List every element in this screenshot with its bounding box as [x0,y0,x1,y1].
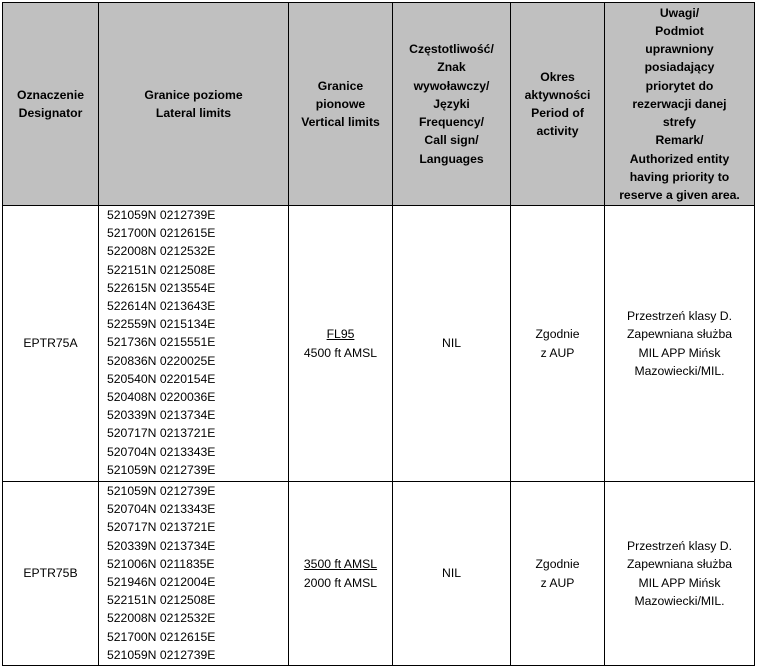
lower-limit: 4500 ft AMSL [303,345,378,360]
coordinate: 520704N 0213343E [107,502,216,517]
upper-limit: FL95 [326,327,355,342]
lateral-limits-cell [99,482,289,666]
coordinate: 520704N 0213343E [107,444,216,459]
header-period-of-activity: Okres aktywności Period of activity [511,3,605,206]
coordinate: 521006N 0211835E [107,556,215,571]
table-row [3,482,755,666]
coordinate: 521059N 0212739E [107,647,216,662]
coordinate: 522614N 0213643E [107,299,216,314]
coordinate: 521736N 0215551E [107,335,216,350]
coordinate: 521700N 0212615E [107,226,216,241]
coordinate: 521700N 0212615E [107,629,216,644]
header-remark: Uwagi/ Podmiot uprawniony posiadający priorytet do rezerwacji danej strefy Remark/ Authorized entity having priority to reserve a given area. [605,3,755,206]
coordinate: 520339N 0213734E [107,408,216,423]
upper-limit: 3500 ft AMSL [303,557,378,572]
coordinate: 522008N 0212532E [107,611,216,626]
lateral-limits-cell [99,206,289,482]
coordinate: 522615N 0213554E [107,280,216,295]
coordinate: 522151N 0212508E [107,262,216,277]
header-vertical-limits: Granice pionowe Vertical limits [289,3,393,206]
vertical-limits-cell [289,482,393,666]
coordinate: 520408N 0220036E [107,390,216,405]
remark-cell: Przestrzeń klasy D. Zapewniana służba MIL APP Mińsk Mazowiecki/MIL. [605,482,755,666]
frequency-cell: NIL [393,482,511,666]
activity-cell: Zgodnie z AUP [511,482,605,666]
table-row [3,206,755,482]
lower-limit: 2000 ft AMSL [303,575,378,590]
designator-cell: EPTR75A [3,206,99,482]
vertical-limits-cell [289,206,393,482]
frequency-cell: NIL [393,206,511,482]
coordinate: 521059N 0212739E [107,208,216,222]
table-header-row [3,3,755,206]
coordinate: 522151N 0212508E [107,593,216,608]
header-designator: Oznaczenie Designator [3,3,99,206]
coordinate: 520540N 0220154E [107,371,216,386]
coordinate: 520836N 0220025E [107,353,216,368]
airspace-table [2,2,755,666]
designator-cell: EPTR75B [3,482,99,666]
coordinate: 521946N 0212004E [107,575,216,590]
coordinate: 522008N 0212532E [107,244,216,259]
coordinate: 520339N 0213734E [107,538,216,553]
coordinate: 520717N 0213721E [107,520,216,535]
coordinate: 522559N 0215134E [107,317,216,332]
header-frequency: Częstotliwość/ Znak wywoławczy/ Języki Frequency/ Call sign/ Languages [393,3,511,206]
header-lateral-limits: Granice poziome Lateral limits [99,3,289,206]
activity-cell: Zgodnie z AUP [511,206,605,482]
remark-cell: Przestrzeń klasy D. Zapewniana służba MIL APP Mińsk Mazowiecki/MIL. [605,206,755,482]
coordinate: 521059N 0212739E [107,484,216,498]
coordinate: 520717N 0213721E [107,426,216,441]
coordinate: 521059N 0212739E [107,462,216,477]
